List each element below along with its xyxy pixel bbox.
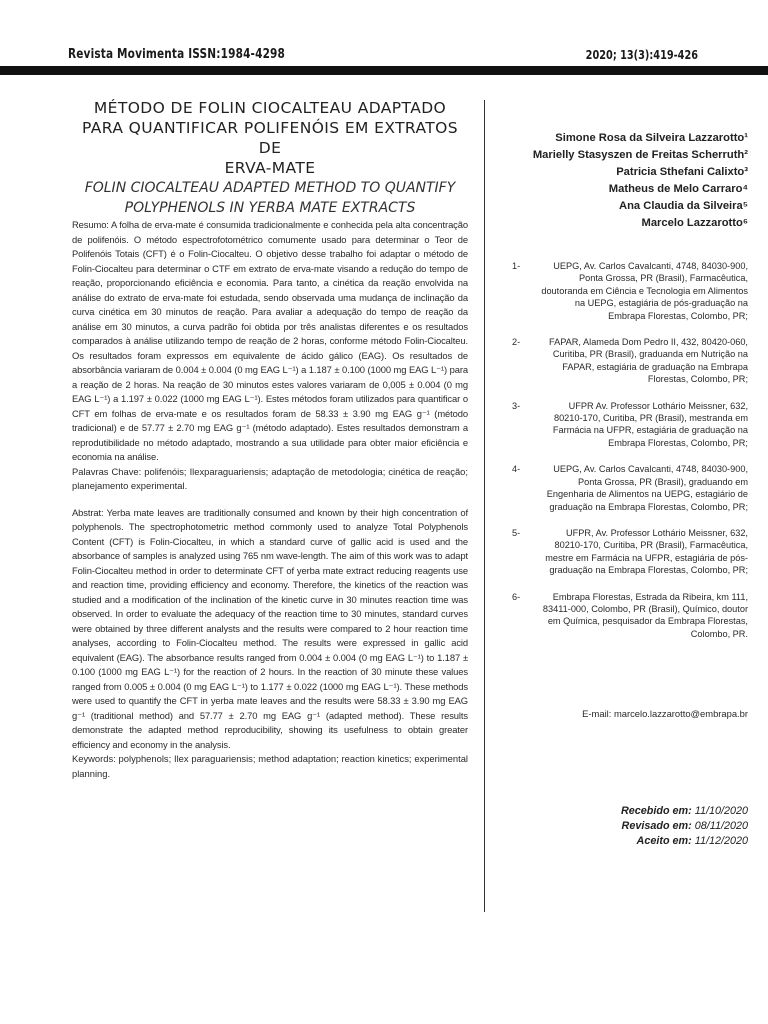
title-pt-line: ERVA-MATE [224,159,316,177]
author-name: Patricia Sthefani Calixto³ [616,166,748,178]
author-name: Matheus de Melo Carraro⁴ [608,183,748,195]
affiliation-list [512,260,748,654]
affiliation-item [512,463,748,513]
header-bar [0,66,768,75]
affiliation-number: 5- [512,527,521,538]
accepted-date [621,834,748,849]
author-name: Marielly Stasyszen de Freitas Scherruth² [532,149,748,161]
affiliation-text: Embrapa Florestas, Estrada da Ribeira, km 111, 83411-000, Colombo, PR (Brasil), Químico, doutor em Química, pesquisador da Embrapa Florestas, Colombo, PR. [542,591,748,639]
abstract-english: Abstrat: Yerba mate leaves are traditionally consumed and known by their high concentration of polyphenols. The spectrophotometric method commonly used to analyze Total Polyphenols Content (CFT) is Folin-Ciocalteu, in which a standard curve of gallic acid is used and the absorbance of samples is analyzed using 765 nm wave-length. The aim of this work was to adapt Folin-Ciocalteu method in order to determinate CFT of yerba mate extract reducing reagents use and reaction time, providing efficiency and economy. Therefore, the kinetics of the reaction was studied and a modification of the inclination of the kinetic curve in 30 minutes reaction time was observed. In order to evaluate the adequacy of the reaction time to 30 minutes, standard curves were obtained by three different analysts and the results were compared to 2 hour reaction time analyses, according to Folin-Ciocalteu method. The results were expressed in gallic acid equivalent (EAG). The absorbance results ranged from 0.004 ± 0.004 (0 mg EAG L⁻¹) to 1.187 ± 0.100 (1000 mg EAG L⁻¹) for the reaction of 2 hours. In the reaction of 30 minute these values ranged from 0.005 ± 0.004 (0 mg EAG L⁻¹) to 1.177 ± 0.022 (1000 mg EAG L⁻¹). These methods were used to quantify the CFT in yerba mate leaves and the results were 58.33 ± 3.90 mg EAG g⁻¹ (traditional method) and 57.77 ± 2.70 mg EAG g⁻¹ (adapted method). These results demonstrate the adapted method reproducibility, showing its usefulness to obtain greater efficiency and economy in the analysis. [72,506,468,750]
author-list [468,130,748,232]
affiliation-item [512,591,748,641]
title-portuguese [72,98,468,178]
author-name: Simone Rosa da Silveira Lazzarotto¹ [555,132,748,144]
title-english [72,178,468,218]
affiliation-text: UFPR Av. Professor Lothário Meissner, 632, 80210-170, Curitiba, PR (Brasil), mestranda em Farmácia na UFPR, estagiária de graduação na Embrapa Florestas, Colombo, PR; [552,400,748,448]
revised-label: Revisado em: [621,820,692,832]
keywords-portuguese: Palavras Chave: polifenóis; Ilexparaguariensis; adaptação de metodologia; cinética de reação; planejamento experimental. [72,465,468,491]
contact-email: E-mail: marcelo.lazzarotto@embrapa.br [582,708,748,719]
affiliation-number: 6- [512,591,521,602]
affiliation-text: UEPG, Av. Carlos Cavalcanti, 4748, 84030-900, Ponta Grossa, PR (Brasil), graduando em Engenharia de Alimentos na UEPG, estagiário de graduação na Embrapa Florestas, Colombo, PR; [546,464,748,512]
revised-date [621,819,748,834]
affiliation-number: 4- [512,464,521,475]
affiliation-item [512,260,748,322]
keywords-english: Keywords: polyphenols; Ilex paraguariensis; method adaptation; reaction kinetics; experimental planning. [72,753,468,779]
affiliation-text: FAPAR, Alameda Dom Pedro II, 432, 80420-060, Curitiba, PR (Brasil), graduanda em Nutrição na FAPAR, estagiária de graduação na Embrapa Florestas, Colombo, PR; [548,337,748,385]
affiliation-number: 2- [512,337,521,348]
title-pt-line: MÉTODO DE FOLIN CIOCALTEAU ADAPTADO [93,99,447,117]
accepted-label: Aceito em: [636,835,692,847]
journal-title: Revista Movimenta ISSN:1984-4298 [68,46,286,62]
affiliation-number: 1- [512,261,521,271]
accepted-value: 11/12/2020 [694,835,748,847]
author-name: Marcelo Lazzarotto⁶ [641,217,748,229]
left-column [72,98,468,781]
title-en-line: FOLIN CIOCALTEAU ADAPTED METHOD TO QUANTIFY [84,180,456,196]
affiliation-item [512,527,748,577]
received-date [621,804,748,819]
received-label: Recebido em: [620,805,692,817]
publication-dates [621,804,748,849]
affiliation-text: UFPR, Av. Professor Lothário Meissner, 632, 80210-170, Curitiba, PR (Brasil), Farmacêutica, mestre em Farmácia na UFPR, estagiária de pós-graduação na Embrapa Florestas, Colombo, PR; [545,527,748,576]
abstract-portuguese: Resumo: A folha de erva-mate é consumida tradicionalmente e conhecida pela alta concentração de polifenóis. O método espectrofotométrico comumente usado para determinar o Teor de Polifenóis Totais (CFT) é o Folin-Ciocalteu. O objetivo desse trabalho foi adaptar o método de Folin-Ciocalteu para determinar o CTF em extrato de erva-mate visando a redução do tempo de reação, proporcionando eficiência e economia. Para tanto, a cinética da reação envolvida na análise do extrato de erva-mate foi estudada, sendo observada uma mudança de inclinação da curva cinética em 30 minutos de reação. Para avaliar a adequação do tempo de reação da análise em 30 minutos, a curva padrão foi obtida por três analistas diferentes e os resultados comparados à análise utilizando tempo de reação de 2 horas, conforme método Folin-Ciocalteu. Os resultados foram expressos em equivalente de ácido gálico (EAG). Os resultados de absorbância variaram de 0.004 ± 0.004 (0 mg EAG L⁻¹) a 1.187 ± 0.100 (1000 mg EAG L⁻¹) para a reação de 2 horas. Na reação de 30 minutos estes valores variaram de 0,005 ± 0.004 (0 mg EAG L⁻¹) a 1.197 ± 0.022 (1000 mg EAG L⁻¹). Estes métodos foram utilizados para quantificar o CFT em folhas de erva-mate e os resultados foram de 58.33 ± 3.90 mg EAG g⁻¹ (método tradicional) e de 57.77 ± 2.70 mg EAG g⁻¹ (método adaptado). Estes resultados demonstram a reprodutibilidade no método adaptado, mostrando a sua utilidade para obter maior eficiência e economia na análise. [72,219,468,462]
affiliation-item [512,400,748,450]
title-pt-line: PARA QUANTIFICAR POLIFENÓIS EM EXTRATOS DE [82,119,458,157]
author-name: Ana Claudia da Silveira⁵ [619,200,748,212]
title-en-line: POLYPHENOLS IN YERBA MATE EXTRACTS [124,200,416,216]
received-value: 11/10/2020 [694,805,748,817]
affiliation-text: UEPG, Av. Carlos Cavalcanti, 4748, 84030-900, Ponta Grossa, PR (Brasil), Farmacêutica, doutoranda em Ciência e Tecnologia em Alimentos na UEPG, estagiária de pós-graduação na Embrapa Florestas, Colombo, PR; [541,261,748,321]
volume-info: 2020; 13(3):419-426 [585,47,698,62]
affiliation-item [512,336,748,386]
affiliation-number: 3- [512,400,521,411]
revised-value: 08/11/2020 [694,820,748,832]
